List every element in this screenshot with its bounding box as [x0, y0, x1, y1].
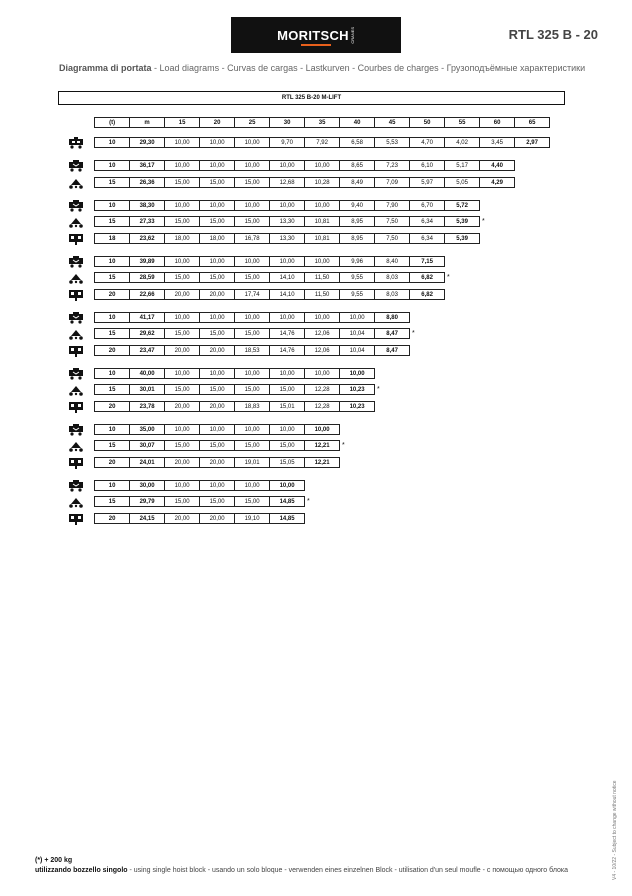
table-cell: 10,28 — [304, 177, 340, 188]
table-cell: 15,00 — [234, 177, 270, 188]
table-cell: 10 — [94, 424, 130, 435]
table-cell: 12,68 — [269, 177, 305, 188]
table-cell: 7,50 — [374, 216, 410, 227]
table-cell: 11,50 — [304, 289, 340, 300]
crane-config-icon — [68, 255, 84, 267]
table-cell: 15,00 — [199, 496, 235, 507]
table-cell: 17,74 — [234, 289, 270, 300]
table-cell: 30,00 — [129, 480, 165, 491]
table-cell: 5,05 — [444, 177, 480, 188]
table-cell: 10,00 — [304, 368, 340, 379]
table-cell: 14,10 — [269, 272, 305, 283]
table-cell: 7,15 — [409, 256, 445, 267]
header-cell: 55 — [444, 117, 480, 128]
table-cell: 30,01 — [129, 384, 165, 395]
table-cell: 5,39 — [444, 233, 480, 244]
header-cell: 65 — [514, 117, 550, 128]
table-row — [95, 177, 515, 188]
table-cell: 11,50 — [304, 272, 340, 283]
table-cell: 20 — [94, 401, 130, 412]
table-cell: 15,00 — [234, 440, 270, 451]
crane-config-icon — [68, 456, 84, 468]
table-cell: 6,58 — [339, 137, 375, 148]
footer-note: (*) + 200 kg — [35, 857, 73, 864]
crane-config-icon — [68, 439, 84, 451]
table-cell: 12,28 — [304, 384, 340, 395]
table-cell: 23,62 — [129, 233, 165, 244]
table-cell: 10,00 — [199, 137, 235, 148]
table-cell: 20,00 — [164, 345, 200, 356]
table-cell: 10 — [94, 480, 130, 491]
table-cell: 15,00 — [199, 440, 235, 451]
header-cell: m — [129, 117, 165, 128]
table-cell: 29,30 — [129, 137, 165, 148]
table-cell: 9,96 — [339, 256, 375, 267]
table-cell: 10,23 — [339, 401, 375, 412]
logo-accent-bar — [301, 44, 331, 46]
table-cell: 10 — [94, 137, 130, 148]
footer-line-bold: utilizzando bozzello singolo — [35, 867, 128, 874]
table-cell: 8,03 — [374, 272, 410, 283]
table-row — [95, 457, 340, 468]
table-cell: 10,00 — [164, 200, 200, 211]
table-cell: 29,79 — [129, 496, 165, 507]
table-cell: 20,00 — [199, 457, 235, 468]
table-cell: 15,00 — [199, 272, 235, 283]
header-cell: 30 — [269, 117, 305, 128]
table-cell: 15,00 — [164, 328, 200, 339]
table-cell: 10,00 — [164, 480, 200, 491]
table-cell: 8,80 — [374, 312, 410, 323]
table-cell: 10,00 — [164, 160, 200, 171]
table-cell: 15,00 — [234, 216, 270, 227]
table-row — [95, 160, 515, 171]
table-cell: 15 — [94, 272, 130, 283]
table-row — [95, 289, 445, 300]
table-cell: 12,28 — [304, 401, 340, 412]
header-cell: 40 — [339, 117, 375, 128]
table-cell: 10,00 — [199, 480, 235, 491]
table-cell: 15,00 — [164, 440, 200, 451]
table-cell: 15,01 — [269, 401, 305, 412]
table-cell: 10,00 — [199, 424, 235, 435]
table-title: RTL 325 B-20 M-LIFT — [58, 91, 565, 105]
table-cell: 20 — [94, 457, 130, 468]
table-cell: 10,00 — [234, 200, 270, 211]
crane-config-icon — [68, 344, 84, 356]
table-row — [95, 480, 305, 491]
crane-config-icon — [68, 232, 84, 244]
table-cell: 10,00 — [234, 312, 270, 323]
table-cell: 10,00 — [269, 424, 305, 435]
table-cell: 10,00 — [234, 424, 270, 435]
table-cell: 5,72 — [444, 200, 480, 211]
crane-config-icon — [68, 311, 84, 323]
crane-config-icon — [68, 495, 84, 507]
crane-config-icon — [68, 271, 84, 283]
table-cell: 9,70 — [269, 137, 305, 148]
table-row — [95, 233, 480, 244]
table-cell: 10 — [94, 160, 130, 171]
table-cell: 15,00 — [199, 328, 235, 339]
table-row — [95, 272, 450, 283]
table-cell: 10,00 — [304, 160, 340, 171]
table-cell: 10,00 — [164, 312, 200, 323]
table-cell: 14,85 — [269, 513, 305, 524]
table-cell: 20,00 — [164, 401, 200, 412]
table-cell: 12,21 — [304, 457, 340, 468]
table-cell: 20 — [94, 289, 130, 300]
table-row — [95, 216, 485, 227]
table-cell: 24,15 — [129, 513, 165, 524]
footer-line-rest: - using single hoist block - usando un solo bloque - verwenden eines einzelnen Block - utilisation d'un seul moufle - с помощью одного блока — [127, 867, 568, 874]
table-row — [95, 424, 340, 435]
table-cell: 7,92 — [304, 137, 340, 148]
table-cell: 20,00 — [164, 457, 200, 468]
table-cell: 8,03 — [374, 289, 410, 300]
table-cell: 8,47 — [374, 345, 410, 356]
table-cell: 6,82 — [409, 272, 445, 283]
table-cell: 23,47 — [129, 345, 165, 356]
table-cell: 10,81 — [304, 233, 340, 244]
table-cell: 10,00 — [234, 256, 270, 267]
table-cell: 22,66 — [129, 289, 165, 300]
subtitle-bold: Diagramma di portata — [59, 63, 152, 73]
star-note-mark: * — [307, 498, 310, 505]
table-cell: 9,55 — [339, 272, 375, 283]
table-cell: 14,10 — [269, 289, 305, 300]
table-cell: 41,17 — [129, 312, 165, 323]
table-cell: 10,00 — [234, 137, 270, 148]
table-cell: 15,00 — [199, 177, 235, 188]
side-note: V4 - 10/22 - Subject to change without notice — [612, 780, 618, 880]
table-cell: 10,00 — [269, 480, 305, 491]
table-cell: 15,00 — [164, 216, 200, 227]
table-cell: 7,09 — [374, 177, 410, 188]
table-cell: 4,29 — [479, 177, 515, 188]
table-cell: 8,40 — [374, 256, 410, 267]
crane-config-icon — [68, 327, 84, 339]
table-cell: 10,00 — [304, 424, 340, 435]
table-cell: 10 — [94, 200, 130, 211]
table-cell: 15,00 — [164, 496, 200, 507]
table-cell: 19,01 — [234, 457, 270, 468]
header-cell: 50 — [409, 117, 445, 128]
table-cell: 5,53 — [374, 137, 410, 148]
table-cell: 26,36 — [129, 177, 165, 188]
table-cell: 4,02 — [444, 137, 480, 148]
table-cell: 20,00 — [199, 513, 235, 524]
table-cell: 8,95 — [339, 233, 375, 244]
footer-line — [35, 867, 568, 874]
table-row — [95, 256, 445, 267]
table-cell: 14,76 — [269, 328, 305, 339]
table-cell: 7,90 — [374, 200, 410, 211]
table-cell: 13,30 — [269, 233, 305, 244]
logo-sup: CRANES — [349, 26, 355, 44]
table-cell: 40,00 — [129, 368, 165, 379]
table-cell: 15,00 — [234, 384, 270, 395]
table-cell: 8,49 — [339, 177, 375, 188]
model-title: RTL 325 B - 20 — [508, 27, 598, 42]
table-cell: 10,00 — [234, 368, 270, 379]
header-cell: 45 — [374, 117, 410, 128]
table-cell: 15,00 — [269, 440, 305, 451]
table-cell: 10,00 — [199, 368, 235, 379]
table-cell: 15,00 — [199, 384, 235, 395]
header-cell: 15 — [164, 117, 200, 128]
table-cell: 20,00 — [164, 513, 200, 524]
header-cell: 35 — [304, 117, 340, 128]
table-cell: 20 — [94, 345, 130, 356]
table-cell: 15,00 — [234, 272, 270, 283]
table-cell: 18,83 — [234, 401, 270, 412]
table-header — [95, 117, 550, 128]
table-cell: 18,00 — [199, 233, 235, 244]
table-cell: 14,76 — [269, 345, 305, 356]
table-cell: 10 — [94, 368, 130, 379]
crane-config-icon — [68, 512, 84, 524]
table-cell: 5,39 — [444, 216, 480, 227]
table-cell: 10,00 — [164, 137, 200, 148]
table-cell: 15,00 — [164, 272, 200, 283]
header-cell: 60 — [479, 117, 515, 128]
table-cell: 29,62 — [129, 328, 165, 339]
table-cell: 14,85 — [269, 496, 305, 507]
table-cell: 10,00 — [269, 368, 305, 379]
table-cell: 30,07 — [129, 440, 165, 451]
crane-config-icon — [68, 423, 84, 435]
table-row — [95, 328, 415, 339]
table-cell: 10,00 — [199, 256, 235, 267]
logo-text: MORITSCH — [277, 27, 349, 43]
table-cell: 16,78 — [234, 233, 270, 244]
table-cell: 15,00 — [164, 384, 200, 395]
table-row — [95, 368, 375, 379]
table-cell: 10,04 — [339, 345, 375, 356]
table-cell: 6,34 — [409, 216, 445, 227]
table-cell: 23,78 — [129, 401, 165, 412]
table-cell: 15,00 — [199, 216, 235, 227]
table-cell: 10 — [94, 312, 130, 323]
table-cell: 15 — [94, 177, 130, 188]
table-cell: 8,65 — [339, 160, 375, 171]
table-cell: 5,17 — [444, 160, 480, 171]
star-note-mark: * — [412, 330, 415, 337]
table-cell: 18 — [94, 233, 130, 244]
table-cell: 10,00 — [199, 160, 235, 171]
table-cell: 4,70 — [409, 137, 445, 148]
table-cell: 6,34 — [409, 233, 445, 244]
table-row — [95, 137, 550, 148]
crane-config-icon — [68, 136, 84, 148]
table-cell: 15 — [94, 328, 130, 339]
star-note-mark: * — [447, 274, 450, 281]
table-cell: 6,10 — [409, 160, 445, 171]
table-cell: 6,70 — [409, 200, 445, 211]
header-cell: (t) — [94, 117, 130, 128]
crane-config-icon — [68, 383, 84, 395]
table-row — [95, 345, 410, 356]
table-cell: 15,00 — [164, 177, 200, 188]
star-note-mark: * — [342, 442, 345, 449]
table-cell: 15 — [94, 384, 130, 395]
header-cell: 25 — [234, 117, 270, 128]
table-cell: 15 — [94, 216, 130, 227]
table-cell: 10,00 — [339, 312, 375, 323]
table-row — [95, 513, 305, 524]
table-cell: 10,00 — [164, 368, 200, 379]
table-cell: 10,00 — [304, 312, 340, 323]
table-cell: 10,00 — [304, 200, 340, 211]
table-cell: 10,00 — [339, 368, 375, 379]
table-cell: 2,97 — [514, 137, 550, 148]
table-row — [95, 312, 410, 323]
table-cell: 36,17 — [129, 160, 165, 171]
table-cell: 10,00 — [234, 480, 270, 491]
table-cell: 3,45 — [479, 137, 515, 148]
crane-config-icon — [68, 199, 84, 211]
table-cell: 12,21 — [304, 440, 340, 451]
table-cell: 4,40 — [479, 160, 515, 171]
table-cell: 10,00 — [269, 256, 305, 267]
table-cell: 10,00 — [199, 200, 235, 211]
table-cell: 10 — [94, 256, 130, 267]
table-cell: 10,04 — [339, 328, 375, 339]
table-row — [95, 496, 310, 507]
table-cell: 9,55 — [339, 289, 375, 300]
table-cell: 15,05 — [269, 457, 305, 468]
table-cell: 10,00 — [234, 160, 270, 171]
table-cell: 10,00 — [304, 256, 340, 267]
table-cell: 20,00 — [199, 289, 235, 300]
table-cell: 10,00 — [199, 312, 235, 323]
table-cell: 10,81 — [304, 216, 340, 227]
crane-config-icon — [68, 215, 84, 227]
table-row — [95, 440, 345, 451]
table-cell: 5,97 — [409, 177, 445, 188]
moritsch-logo — [231, 17, 401, 53]
table-cell: 19,10 — [234, 513, 270, 524]
table-cell: 7,23 — [374, 160, 410, 171]
table-cell: 12,06 — [304, 345, 340, 356]
table-cell: 10,00 — [269, 160, 305, 171]
table-cell: 8,47 — [374, 328, 410, 339]
table-cell: 39,89 — [129, 256, 165, 267]
table-cell: 18,53 — [234, 345, 270, 356]
table-row — [95, 401, 375, 412]
star-note-mark: * — [482, 218, 485, 225]
subtitle-rest: - Load diagrams - Curvas de cargas - Lastkurven - Courbes de charges - Грузоподъёмные характеристики — [151, 63, 586, 73]
table-cell: 10,23 — [339, 384, 375, 395]
table-cell: 15,00 — [269, 384, 305, 395]
table-row — [95, 384, 380, 395]
table-cell: 28,59 — [129, 272, 165, 283]
table-cell: 20 — [94, 513, 130, 524]
table-row — [95, 200, 480, 211]
table-cell: 20,00 — [164, 289, 200, 300]
table-cell: 20,00 — [199, 401, 235, 412]
table-cell: 13,30 — [269, 216, 305, 227]
table-cell: 15 — [94, 440, 130, 451]
table-cell: 15 — [94, 496, 130, 507]
table-cell: 10,00 — [164, 424, 200, 435]
crane-config-icon — [68, 367, 84, 379]
table-cell: 38,30 — [129, 200, 165, 211]
table-cell: 6,82 — [409, 289, 445, 300]
table-cell: 10,00 — [164, 256, 200, 267]
table-cell: 15,00 — [234, 328, 270, 339]
table-cell: 20,00 — [199, 345, 235, 356]
crane-config-icon — [68, 288, 84, 300]
table-cell: 9,40 — [339, 200, 375, 211]
table-cell: 27,33 — [129, 216, 165, 227]
table-cell: 15,00 — [234, 496, 270, 507]
table-cell: 8,95 — [339, 216, 375, 227]
crane-config-icon — [68, 479, 84, 491]
crane-config-icon — [68, 400, 84, 412]
table-cell: 24,01 — [129, 457, 165, 468]
crane-config-icon — [68, 176, 84, 188]
table-cell: 18,00 — [164, 233, 200, 244]
star-note-mark: * — [377, 386, 380, 393]
table-cell: 10,00 — [269, 200, 305, 211]
page-subtitle — [59, 63, 585, 73]
table-cell: 7,50 — [374, 233, 410, 244]
table-cell: 10,00 — [269, 312, 305, 323]
table-cell: 35,00 — [129, 424, 165, 435]
table-cell: 12,06 — [304, 328, 340, 339]
crane-config-icon — [68, 159, 84, 171]
header-cell: 20 — [199, 117, 235, 128]
